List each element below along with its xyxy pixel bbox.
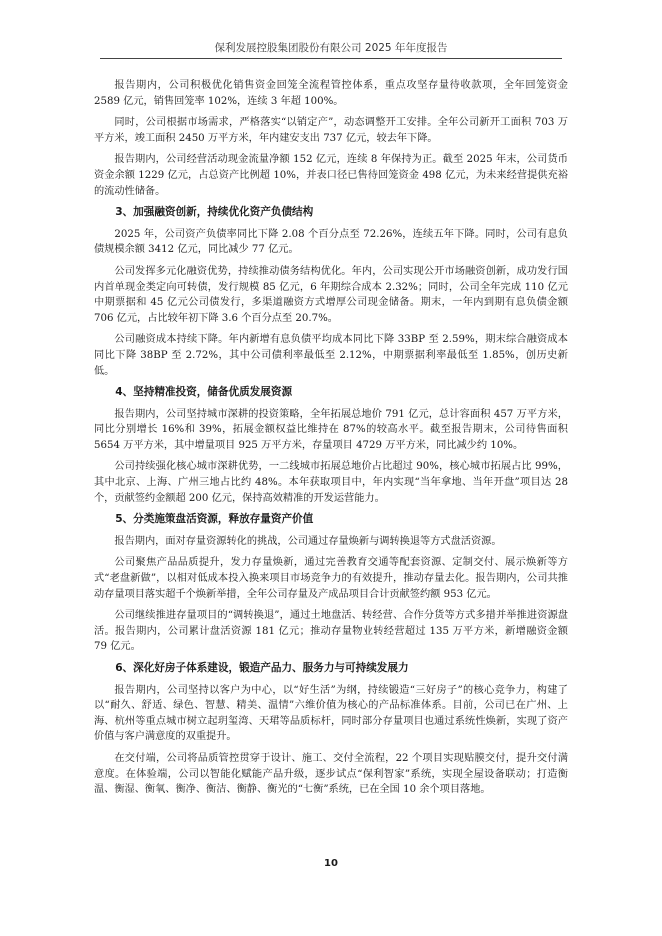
- paragraph: 2025 年，公司资产负债率同比下降 2.08 个百分点至 72.26%，连续五年下降。同时，公司有息负债规模余额 3412 亿元，同比减少 77 亿元。: [94, 228, 568, 256]
- paragraph: 同时，公司根据市场需求，严格落实“以销定产”，动态调整开工安排。全年公司新开工面积 703 万平方米，竣工面积 2450 万平方米，年内建安支出 737 亿元，较去年下降。: [94, 117, 568, 144]
- paragraph: 公司继续推进存量项目的“调转换退”，通过土地盘活、转经营、合作分货等方式多措并举推进资源盘活。报告期内，公司累计盘活资源 181 亿元；推动存量物业转经营超过 135 万平方米，新增融资金额 79 亿元。: [94, 610, 568, 653]
- paragraph: 报告期内，公司积极优化销售资金回笼全流程管控体系，重点攻坚存量待收款项，全年回笼资金 2589 亿元，销售回笼率 102%，连续 3 年超 100%。: [94, 80, 568, 107]
- section-heading: 3、加强融资创新，持续优化资产负债结构: [115, 206, 314, 219]
- paragraph: 公司持续强化核心城市深耕优势，一二线城市拓展总地价占比超过 90%，核心城市拓展占比 99%，其中北京、上海、广州三地占比约 48%。本年获取项目中，年内实现“当年拿地、当年开盘”项目达 28 个，贡献签约金额超 200 亿元，保持高效精准的开发运营能力。: [94, 461, 568, 504]
- section-heading: 6、深化好房子体系建设，锻造产品力、服务力与可持续发展力: [115, 662, 409, 674]
- page-number: 10: [324, 858, 338, 869]
- paragraph: 公司融资成本持续下降。年内新增有息负债平均成本同比下降 33BP 至 2.59%，期末综合融资成本同比下降 38BP 至 2.72%，其中公司债利率最低至 2.12%，中期票据利率最低至 1.85%，创历史新低。: [94, 334, 568, 377]
- paragraph: 报告期内，公司坚持城市深耕的投资策略，全年拓展总地价 791 亿元，总计容面积 457 万平方米，同比分别增长 16%和 39%，拓展金额权益比维持在 87%的较高水平。截至报告期末，公司待售面积 5654 万平方米，其中增量项目 925 万平方米，存量项目 4729 万平方米，同比减少约 10%。: [94, 408, 568, 451]
- paragraph: 公司聚焦产品品质提升，发力存量焕新，通过完善教育交通等配套资源、定制交付、展示焕新等方式“老盘新做”，以相对低成本投入换来项目市场竞争力的有效提升，推动存量去化。报告期内，公司共推动存量项目落实超千个焕新举措，全年公司存量及产成品项目合计贡献签约额 953 亿元。: [94, 557, 568, 600]
- page-header: 保利发展控股集团股份有限公司 2025 年年度报告: [100, 40, 562, 59]
- section-heading: 4、坚持精准投资，储备优质发展资源: [115, 386, 293, 399]
- paragraph: 报告期内，面对存量资源转化的挑战，公司通过存量焕新与调转换退等方式盘活资源。: [114, 535, 502, 547]
- paragraph: 报告期内，公司坚持以客户为中心，以“好生活”为纲，持续锻造“三好房子”的核心竞争力，构建了以“耐久、舒适、绿色、智慧、精美、温情”六维价值为核心的产品标准体系。目前，公司已在广州、上海、杭州等重点城市树立起玥玺湾、天珺等品质标杆，同时部分存量项目也通过系统性焕新，实现了资产价值与客户满意度的双重提升。: [94, 684, 568, 743]
- paragraph: 在交付端，公司将品质管控贯穿于设计、施工、交付全流程，22 个项目实现贴膜交付，提升交付满意度。在体验端，公司以智能化赋能产品升级，逐步试点“保利智家”系统，实现全屋设备联动；打造衡温、衡湿、衡氧、衡净、衡洁、衡静、衡光的“七衡”系统，已在全国 10 余个项目落地。: [94, 752, 568, 796]
- page-body: [94, 78, 568, 804]
- section-heading: 5、分类施策盘活资源，释放存量资产价值: [115, 513, 314, 526]
- paragraph: 报告期内，公司经营活动现金流量净额 152 亿元，连续 8 年保持为正。截至 2025 年末，公司货币资金余额 1229 亿元，占总资产比例超 10%，并表口径已售待回笼资金 498 亿元，为未来经营提供充裕的流动性储备。: [94, 154, 568, 197]
- paragraph: 公司发挥多元化融资优势，持续推动债务结构优化。年内，公司实现公开市场融资创新，成功发行国内首单现金类定向可转债，发行规模 85 亿元，6 年期综合成本 2.32%；同时，公司全年完成 110 亿元中期票据和 45 亿元公司债发行，多渠道融资方式增厚公司现金储备。期末，一年内到期有息负债金额 706 亿元，占比较年初下降 3.6 个百分点至 20.7%。: [94, 265, 568, 324]
